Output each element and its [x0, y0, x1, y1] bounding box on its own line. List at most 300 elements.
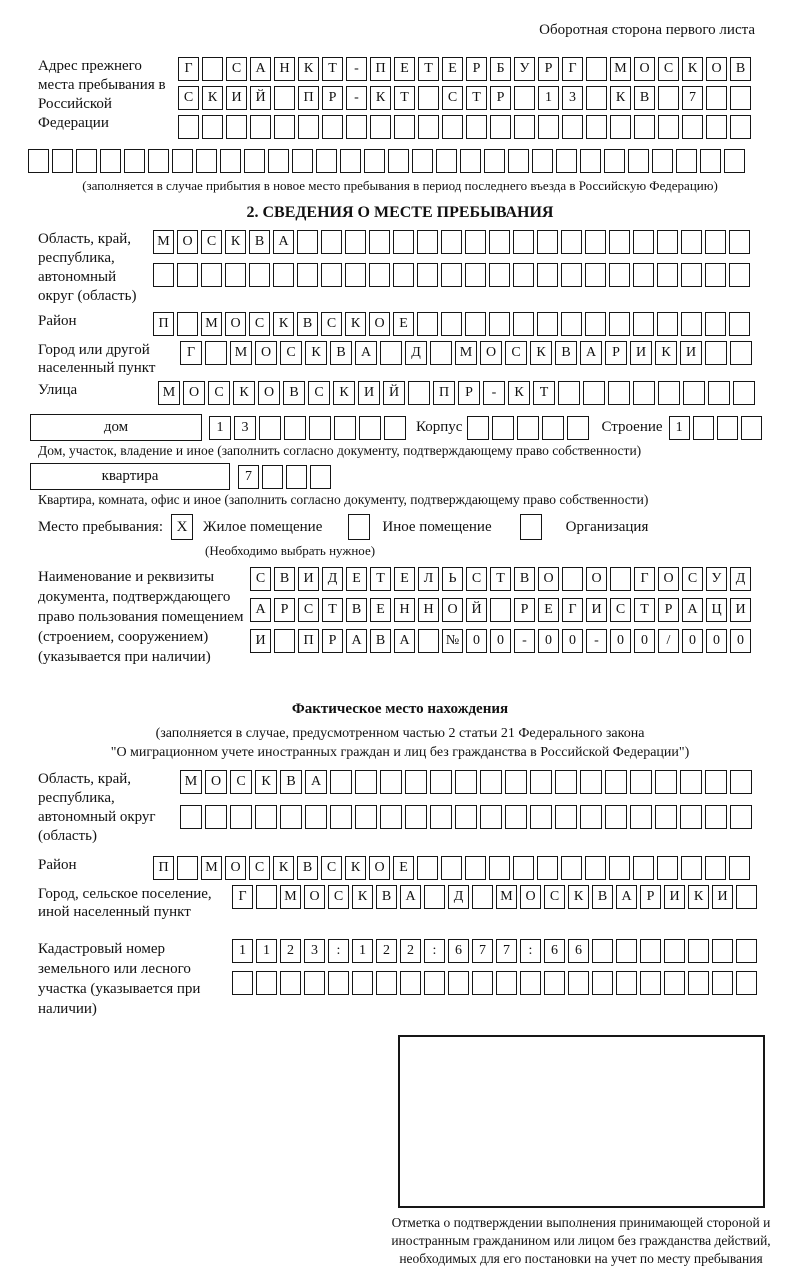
- char-cell[interactable]: [455, 770, 477, 794]
- char-cell[interactable]: /: [658, 629, 679, 653]
- char-cell[interactable]: [609, 856, 630, 880]
- char-cell[interactable]: [280, 971, 301, 995]
- char-cell[interactable]: П: [298, 629, 319, 653]
- char-cell[interactable]: [490, 598, 511, 622]
- char-cell[interactable]: [537, 856, 558, 880]
- char-cell[interactable]: К: [370, 86, 391, 110]
- char-cell[interactable]: С: [505, 341, 527, 365]
- char-cell[interactable]: У: [514, 57, 535, 81]
- char-cell[interactable]: [380, 341, 402, 365]
- char-cell[interactable]: 0: [682, 629, 703, 653]
- char-cell[interactable]: О: [183, 381, 205, 405]
- char-cell[interactable]: [681, 312, 702, 336]
- char-cell[interactable]: М: [230, 341, 252, 365]
- char-cell[interactable]: [693, 416, 714, 440]
- char-cell[interactable]: [708, 381, 730, 405]
- char-cell[interactable]: [530, 805, 552, 829]
- char-cell[interactable]: [676, 149, 697, 173]
- char-cell[interactable]: И: [226, 86, 247, 110]
- char-cell[interactable]: К: [345, 312, 366, 336]
- char-cell[interactable]: 1: [669, 416, 690, 440]
- char-cell[interactable]: [274, 115, 295, 139]
- char-cell[interactable]: О: [658, 567, 679, 591]
- char-cell[interactable]: :: [328, 939, 349, 963]
- char-cell[interactable]: [201, 263, 222, 287]
- char-cell[interactable]: [705, 856, 726, 880]
- char-cell[interactable]: -: [514, 629, 535, 653]
- char-cell[interactable]: С: [230, 770, 252, 794]
- char-cell[interactable]: М: [201, 856, 222, 880]
- char-cell[interactable]: Р: [322, 629, 343, 653]
- char-cell[interactable]: [430, 770, 452, 794]
- char-cell[interactable]: [124, 149, 145, 173]
- char-cell[interactable]: А: [273, 230, 294, 254]
- char-cell[interactable]: Т: [322, 57, 343, 81]
- char-cell[interactable]: В: [730, 57, 751, 81]
- char-cell[interactable]: [280, 805, 302, 829]
- char-cell[interactable]: [370, 115, 391, 139]
- char-cell[interactable]: [490, 115, 511, 139]
- char-cell[interactable]: 1: [352, 939, 373, 963]
- char-cell[interactable]: [466, 115, 487, 139]
- char-cell[interactable]: Т: [322, 598, 343, 622]
- char-cell[interactable]: [609, 230, 630, 254]
- char-cell[interactable]: [330, 770, 352, 794]
- char-cell[interactable]: К: [273, 856, 294, 880]
- char-cell[interactable]: [418, 115, 439, 139]
- char-cell[interactable]: [568, 971, 589, 995]
- char-cell[interactable]: [633, 263, 654, 287]
- char-cell[interactable]: [609, 312, 630, 336]
- char-cell[interactable]: [680, 805, 702, 829]
- char-cell[interactable]: [730, 86, 751, 110]
- char-cell[interactable]: [274, 86, 295, 110]
- char-cell[interactable]: [465, 312, 486, 336]
- char-cell[interactable]: Е: [346, 567, 367, 591]
- char-cell[interactable]: [384, 416, 406, 440]
- char-cell[interactable]: [655, 805, 677, 829]
- char-cell[interactable]: [705, 230, 726, 254]
- char-cell[interactable]: К: [655, 341, 677, 365]
- char-cell[interactable]: [616, 939, 637, 963]
- char-cell[interactable]: :: [520, 939, 541, 963]
- char-cell[interactable]: К: [682, 57, 703, 81]
- char-cell[interactable]: [393, 230, 414, 254]
- char-cell[interactable]: [505, 805, 527, 829]
- char-cell[interactable]: [408, 381, 430, 405]
- char-cell[interactable]: В: [280, 770, 302, 794]
- char-cell[interactable]: А: [400, 885, 421, 909]
- char-cell[interactable]: [328, 971, 349, 995]
- char-cell[interactable]: А: [250, 57, 271, 81]
- char-cell[interactable]: [441, 312, 462, 336]
- char-cell[interactable]: [586, 57, 607, 81]
- char-cell[interactable]: С: [249, 856, 270, 880]
- char-cell[interactable]: [610, 567, 631, 591]
- char-cell[interactable]: [359, 416, 381, 440]
- char-cell[interactable]: Р: [322, 86, 343, 110]
- char-cell[interactable]: [733, 381, 755, 405]
- char-cell[interactable]: В: [370, 629, 391, 653]
- char-cell[interactable]: [605, 805, 627, 829]
- char-cell[interactable]: [364, 149, 385, 173]
- char-cell[interactable]: С: [658, 57, 679, 81]
- char-cell[interactable]: [489, 312, 510, 336]
- char-cell[interactable]: О: [304, 885, 325, 909]
- char-cell[interactable]: [580, 770, 602, 794]
- char-cell[interactable]: С: [466, 567, 487, 591]
- char-cell[interactable]: [202, 115, 223, 139]
- char-cell[interactable]: И: [358, 381, 380, 405]
- char-cell[interactable]: 7: [238, 465, 259, 489]
- char-cell[interactable]: [730, 115, 751, 139]
- char-cell[interactable]: В: [555, 341, 577, 365]
- char-cell[interactable]: [376, 971, 397, 995]
- char-cell[interactable]: [514, 86, 535, 110]
- char-cell[interactable]: [153, 263, 174, 287]
- char-cell[interactable]: [628, 149, 649, 173]
- char-cell[interactable]: [664, 971, 685, 995]
- char-cell[interactable]: М: [158, 381, 180, 405]
- char-cell[interactable]: Т: [533, 381, 555, 405]
- char-cell[interactable]: Р: [458, 381, 480, 405]
- char-cell[interactable]: П: [433, 381, 455, 405]
- char-cell[interactable]: Е: [393, 312, 414, 336]
- char-cell[interactable]: И: [712, 885, 733, 909]
- char-cell[interactable]: 1: [209, 416, 231, 440]
- char-cell[interactable]: С: [308, 381, 330, 405]
- char-cell[interactable]: Н: [418, 598, 439, 622]
- char-cell[interactable]: [393, 263, 414, 287]
- char-cell[interactable]: Г: [232, 885, 253, 909]
- char-cell[interactable]: К: [352, 885, 373, 909]
- char-cell[interactable]: [730, 341, 752, 365]
- char-cell[interactable]: М: [180, 770, 202, 794]
- char-cell[interactable]: №: [442, 629, 463, 653]
- char-cell[interactable]: [484, 149, 505, 173]
- char-cell[interactable]: Н: [274, 57, 295, 81]
- char-cell[interactable]: [441, 263, 462, 287]
- char-cell[interactable]: [472, 885, 493, 909]
- char-cell[interactable]: Т: [370, 567, 391, 591]
- char-cell[interactable]: П: [153, 312, 174, 336]
- char-cell[interactable]: -: [483, 381, 505, 405]
- char-cell[interactable]: М: [201, 312, 222, 336]
- char-cell[interactable]: [424, 885, 445, 909]
- char-cell[interactable]: [741, 416, 762, 440]
- char-cell[interactable]: А: [250, 598, 271, 622]
- char-cell[interactable]: [634, 115, 655, 139]
- char-cell[interactable]: Р: [514, 598, 535, 622]
- char-cell[interactable]: О: [520, 885, 541, 909]
- char-cell[interactable]: [567, 416, 589, 440]
- char-cell[interactable]: [400, 971, 421, 995]
- char-cell[interactable]: [513, 263, 534, 287]
- char-cell[interactable]: В: [249, 230, 270, 254]
- char-cell[interactable]: К: [688, 885, 709, 909]
- char-cell[interactable]: [608, 381, 630, 405]
- char-cell[interactable]: [585, 230, 606, 254]
- char-cell[interactable]: [592, 939, 613, 963]
- char-cell[interactable]: [472, 971, 493, 995]
- char-cell[interactable]: [220, 149, 241, 173]
- char-cell[interactable]: [530, 770, 552, 794]
- char-cell[interactable]: [262, 465, 283, 489]
- char-cell[interactable]: С: [610, 598, 631, 622]
- char-cell[interactable]: [412, 149, 433, 173]
- char-cell[interactable]: [681, 263, 702, 287]
- char-cell[interactable]: [505, 770, 527, 794]
- char-cell[interactable]: Г: [178, 57, 199, 81]
- char-cell[interactable]: [664, 939, 685, 963]
- char-cell[interactable]: [496, 971, 517, 995]
- char-cell[interactable]: [514, 115, 535, 139]
- char-cell[interactable]: [586, 115, 607, 139]
- char-cell[interactable]: [322, 115, 343, 139]
- char-cell[interactable]: [489, 856, 510, 880]
- char-cell[interactable]: [172, 149, 193, 173]
- char-cell[interactable]: [705, 341, 727, 365]
- char-cell[interactable]: С: [178, 86, 199, 110]
- char-cell[interactable]: [736, 885, 757, 909]
- char-cell[interactable]: [561, 263, 582, 287]
- char-cell[interactable]: -: [586, 629, 607, 653]
- char-cell[interactable]: Е: [370, 598, 391, 622]
- char-cell[interactable]: Д: [405, 341, 427, 365]
- char-cell[interactable]: [230, 805, 252, 829]
- char-cell[interactable]: 3: [234, 416, 256, 440]
- char-cell[interactable]: [724, 149, 745, 173]
- char-cell[interactable]: В: [346, 598, 367, 622]
- char-cell[interactable]: Р: [605, 341, 627, 365]
- char-cell[interactable]: С: [682, 567, 703, 591]
- char-cell[interactable]: С: [321, 856, 342, 880]
- char-cell[interactable]: М: [153, 230, 174, 254]
- char-cell[interactable]: 1: [256, 939, 277, 963]
- char-cell[interactable]: [729, 263, 750, 287]
- char-cell[interactable]: [467, 416, 489, 440]
- char-cell[interactable]: [682, 115, 703, 139]
- char-cell[interactable]: [558, 381, 580, 405]
- char-cell[interactable]: [418, 86, 439, 110]
- char-cell[interactable]: Й: [383, 381, 405, 405]
- char-cell[interactable]: [658, 381, 680, 405]
- char-cell[interactable]: С: [208, 381, 230, 405]
- char-cell[interactable]: [562, 567, 583, 591]
- char-cell[interactable]: 0: [562, 629, 583, 653]
- char-cell[interactable]: 2: [376, 939, 397, 963]
- char-cell[interactable]: [298, 115, 319, 139]
- char-cell[interactable]: [562, 115, 583, 139]
- char-cell[interactable]: [633, 856, 654, 880]
- char-cell[interactable]: [441, 856, 462, 880]
- char-cell[interactable]: [585, 856, 606, 880]
- char-cell[interactable]: [297, 263, 318, 287]
- char-cell[interactable]: [729, 230, 750, 254]
- char-cell[interactable]: [586, 86, 607, 110]
- char-cell[interactable]: Е: [393, 856, 414, 880]
- char-cell[interactable]: [380, 805, 402, 829]
- char-cell[interactable]: 0: [466, 629, 487, 653]
- char-cell[interactable]: [657, 856, 678, 880]
- char-cell[interactable]: [705, 770, 727, 794]
- char-cell[interactable]: Р: [274, 598, 295, 622]
- char-cell[interactable]: 0: [490, 629, 511, 653]
- char-cell[interactable]: [513, 230, 534, 254]
- char-cell[interactable]: [480, 805, 502, 829]
- char-cell[interactable]: [442, 115, 463, 139]
- char-cell[interactable]: Д: [730, 567, 751, 591]
- char-cell[interactable]: [255, 805, 277, 829]
- char-cell[interactable]: :: [424, 939, 445, 963]
- char-cell[interactable]: [561, 230, 582, 254]
- char-cell[interactable]: [730, 805, 752, 829]
- char-cell[interactable]: Р: [490, 86, 511, 110]
- char-cell[interactable]: Р: [538, 57, 559, 81]
- char-cell[interactable]: Б: [490, 57, 511, 81]
- char-cell[interactable]: [609, 263, 630, 287]
- char-cell[interactable]: И: [630, 341, 652, 365]
- char-cell[interactable]: К: [345, 856, 366, 880]
- char-cell[interactable]: [580, 149, 601, 173]
- char-cell[interactable]: [513, 312, 534, 336]
- char-cell[interactable]: [436, 149, 457, 173]
- char-cell[interactable]: А: [305, 770, 327, 794]
- char-cell[interactable]: [633, 312, 654, 336]
- char-cell[interactable]: [683, 381, 705, 405]
- char-cell[interactable]: М: [496, 885, 517, 909]
- char-cell[interactable]: В: [297, 312, 318, 336]
- char-cell[interactable]: И: [298, 567, 319, 591]
- char-cell[interactable]: П: [298, 86, 319, 110]
- char-cell[interactable]: Д: [448, 885, 469, 909]
- char-cell[interactable]: [610, 115, 631, 139]
- char-cell[interactable]: [492, 416, 514, 440]
- char-cell[interactable]: О: [225, 856, 246, 880]
- char-cell[interactable]: Е: [442, 57, 463, 81]
- char-cell[interactable]: [537, 312, 558, 336]
- char-cell[interactable]: [655, 770, 677, 794]
- char-cell[interactable]: О: [634, 57, 655, 81]
- char-cell[interactable]: [177, 856, 198, 880]
- char-cell[interactable]: [640, 971, 661, 995]
- char-cell[interactable]: 0: [538, 629, 559, 653]
- char-cell[interactable]: [430, 341, 452, 365]
- stay-type-checkbox-other[interactable]: [348, 514, 370, 540]
- char-cell[interactable]: [369, 263, 390, 287]
- char-cell[interactable]: С: [201, 230, 222, 254]
- char-cell[interactable]: [616, 971, 637, 995]
- char-cell[interactable]: [205, 805, 227, 829]
- char-cell[interactable]: С: [298, 598, 319, 622]
- char-cell[interactable]: [441, 230, 462, 254]
- char-cell[interactable]: [730, 770, 752, 794]
- char-cell[interactable]: Т: [418, 57, 439, 81]
- char-cell[interactable]: Ц: [706, 598, 727, 622]
- char-cell[interactable]: [250, 115, 271, 139]
- char-cell[interactable]: [465, 856, 486, 880]
- char-cell[interactable]: К: [298, 57, 319, 81]
- char-cell[interactable]: [244, 149, 265, 173]
- char-cell[interactable]: А: [616, 885, 637, 909]
- char-cell[interactable]: [705, 312, 726, 336]
- char-cell[interactable]: [309, 416, 331, 440]
- char-cell[interactable]: С: [442, 86, 463, 110]
- char-cell[interactable]: 0: [730, 629, 751, 653]
- char-cell[interactable]: [460, 149, 481, 173]
- char-cell[interactable]: [292, 149, 313, 173]
- char-cell[interactable]: [417, 263, 438, 287]
- char-cell[interactable]: А: [682, 598, 703, 622]
- char-cell[interactable]: [604, 149, 625, 173]
- char-cell[interactable]: [652, 149, 673, 173]
- char-cell[interactable]: [405, 770, 427, 794]
- char-cell[interactable]: Т: [466, 86, 487, 110]
- char-cell[interactable]: [520, 971, 541, 995]
- char-cell[interactable]: [388, 149, 409, 173]
- char-cell[interactable]: И: [730, 598, 751, 622]
- char-cell[interactable]: Г: [634, 567, 655, 591]
- char-cell[interactable]: П: [370, 57, 391, 81]
- char-cell[interactable]: Й: [250, 86, 271, 110]
- char-cell[interactable]: [712, 939, 733, 963]
- char-cell[interactable]: [424, 971, 445, 995]
- char-cell[interactable]: И: [664, 885, 685, 909]
- char-cell[interactable]: [630, 770, 652, 794]
- char-cell[interactable]: [605, 770, 627, 794]
- char-cell[interactable]: У: [706, 567, 727, 591]
- char-cell[interactable]: [688, 939, 709, 963]
- char-cell[interactable]: Т: [634, 598, 655, 622]
- char-cell[interactable]: [380, 770, 402, 794]
- char-cell[interactable]: 1: [232, 939, 253, 963]
- char-cell[interactable]: Г: [562, 598, 583, 622]
- char-cell[interactable]: [305, 805, 327, 829]
- char-cell[interactable]: Ь: [442, 567, 463, 591]
- char-cell[interactable]: К: [202, 86, 223, 110]
- char-cell[interactable]: [633, 381, 655, 405]
- char-cell[interactable]: Г: [562, 57, 583, 81]
- char-cell[interactable]: [355, 805, 377, 829]
- char-cell[interactable]: -: [346, 57, 367, 81]
- char-cell[interactable]: [592, 971, 613, 995]
- char-cell[interactable]: [205, 341, 227, 365]
- char-cell[interactable]: [561, 856, 582, 880]
- char-cell[interactable]: 0: [706, 629, 727, 653]
- char-cell[interactable]: К: [610, 86, 631, 110]
- char-cell[interactable]: [418, 629, 439, 653]
- char-cell[interactable]: [100, 149, 121, 173]
- char-cell[interactable]: [284, 416, 306, 440]
- char-cell[interactable]: [465, 263, 486, 287]
- char-cell[interactable]: В: [330, 341, 352, 365]
- char-cell[interactable]: В: [283, 381, 305, 405]
- char-cell[interactable]: [555, 770, 577, 794]
- char-cell[interactable]: [180, 805, 202, 829]
- char-cell[interactable]: Г: [180, 341, 202, 365]
- char-cell[interactable]: С: [226, 57, 247, 81]
- char-cell[interactable]: [52, 149, 73, 173]
- char-cell[interactable]: [256, 971, 277, 995]
- char-cell[interactable]: 6: [448, 939, 469, 963]
- char-cell[interactable]: [736, 939, 757, 963]
- char-cell[interactable]: [202, 57, 223, 81]
- char-cell[interactable]: [736, 971, 757, 995]
- char-cell[interactable]: [630, 805, 652, 829]
- char-cell[interactable]: [657, 230, 678, 254]
- char-cell[interactable]: [657, 312, 678, 336]
- char-cell[interactable]: [705, 263, 726, 287]
